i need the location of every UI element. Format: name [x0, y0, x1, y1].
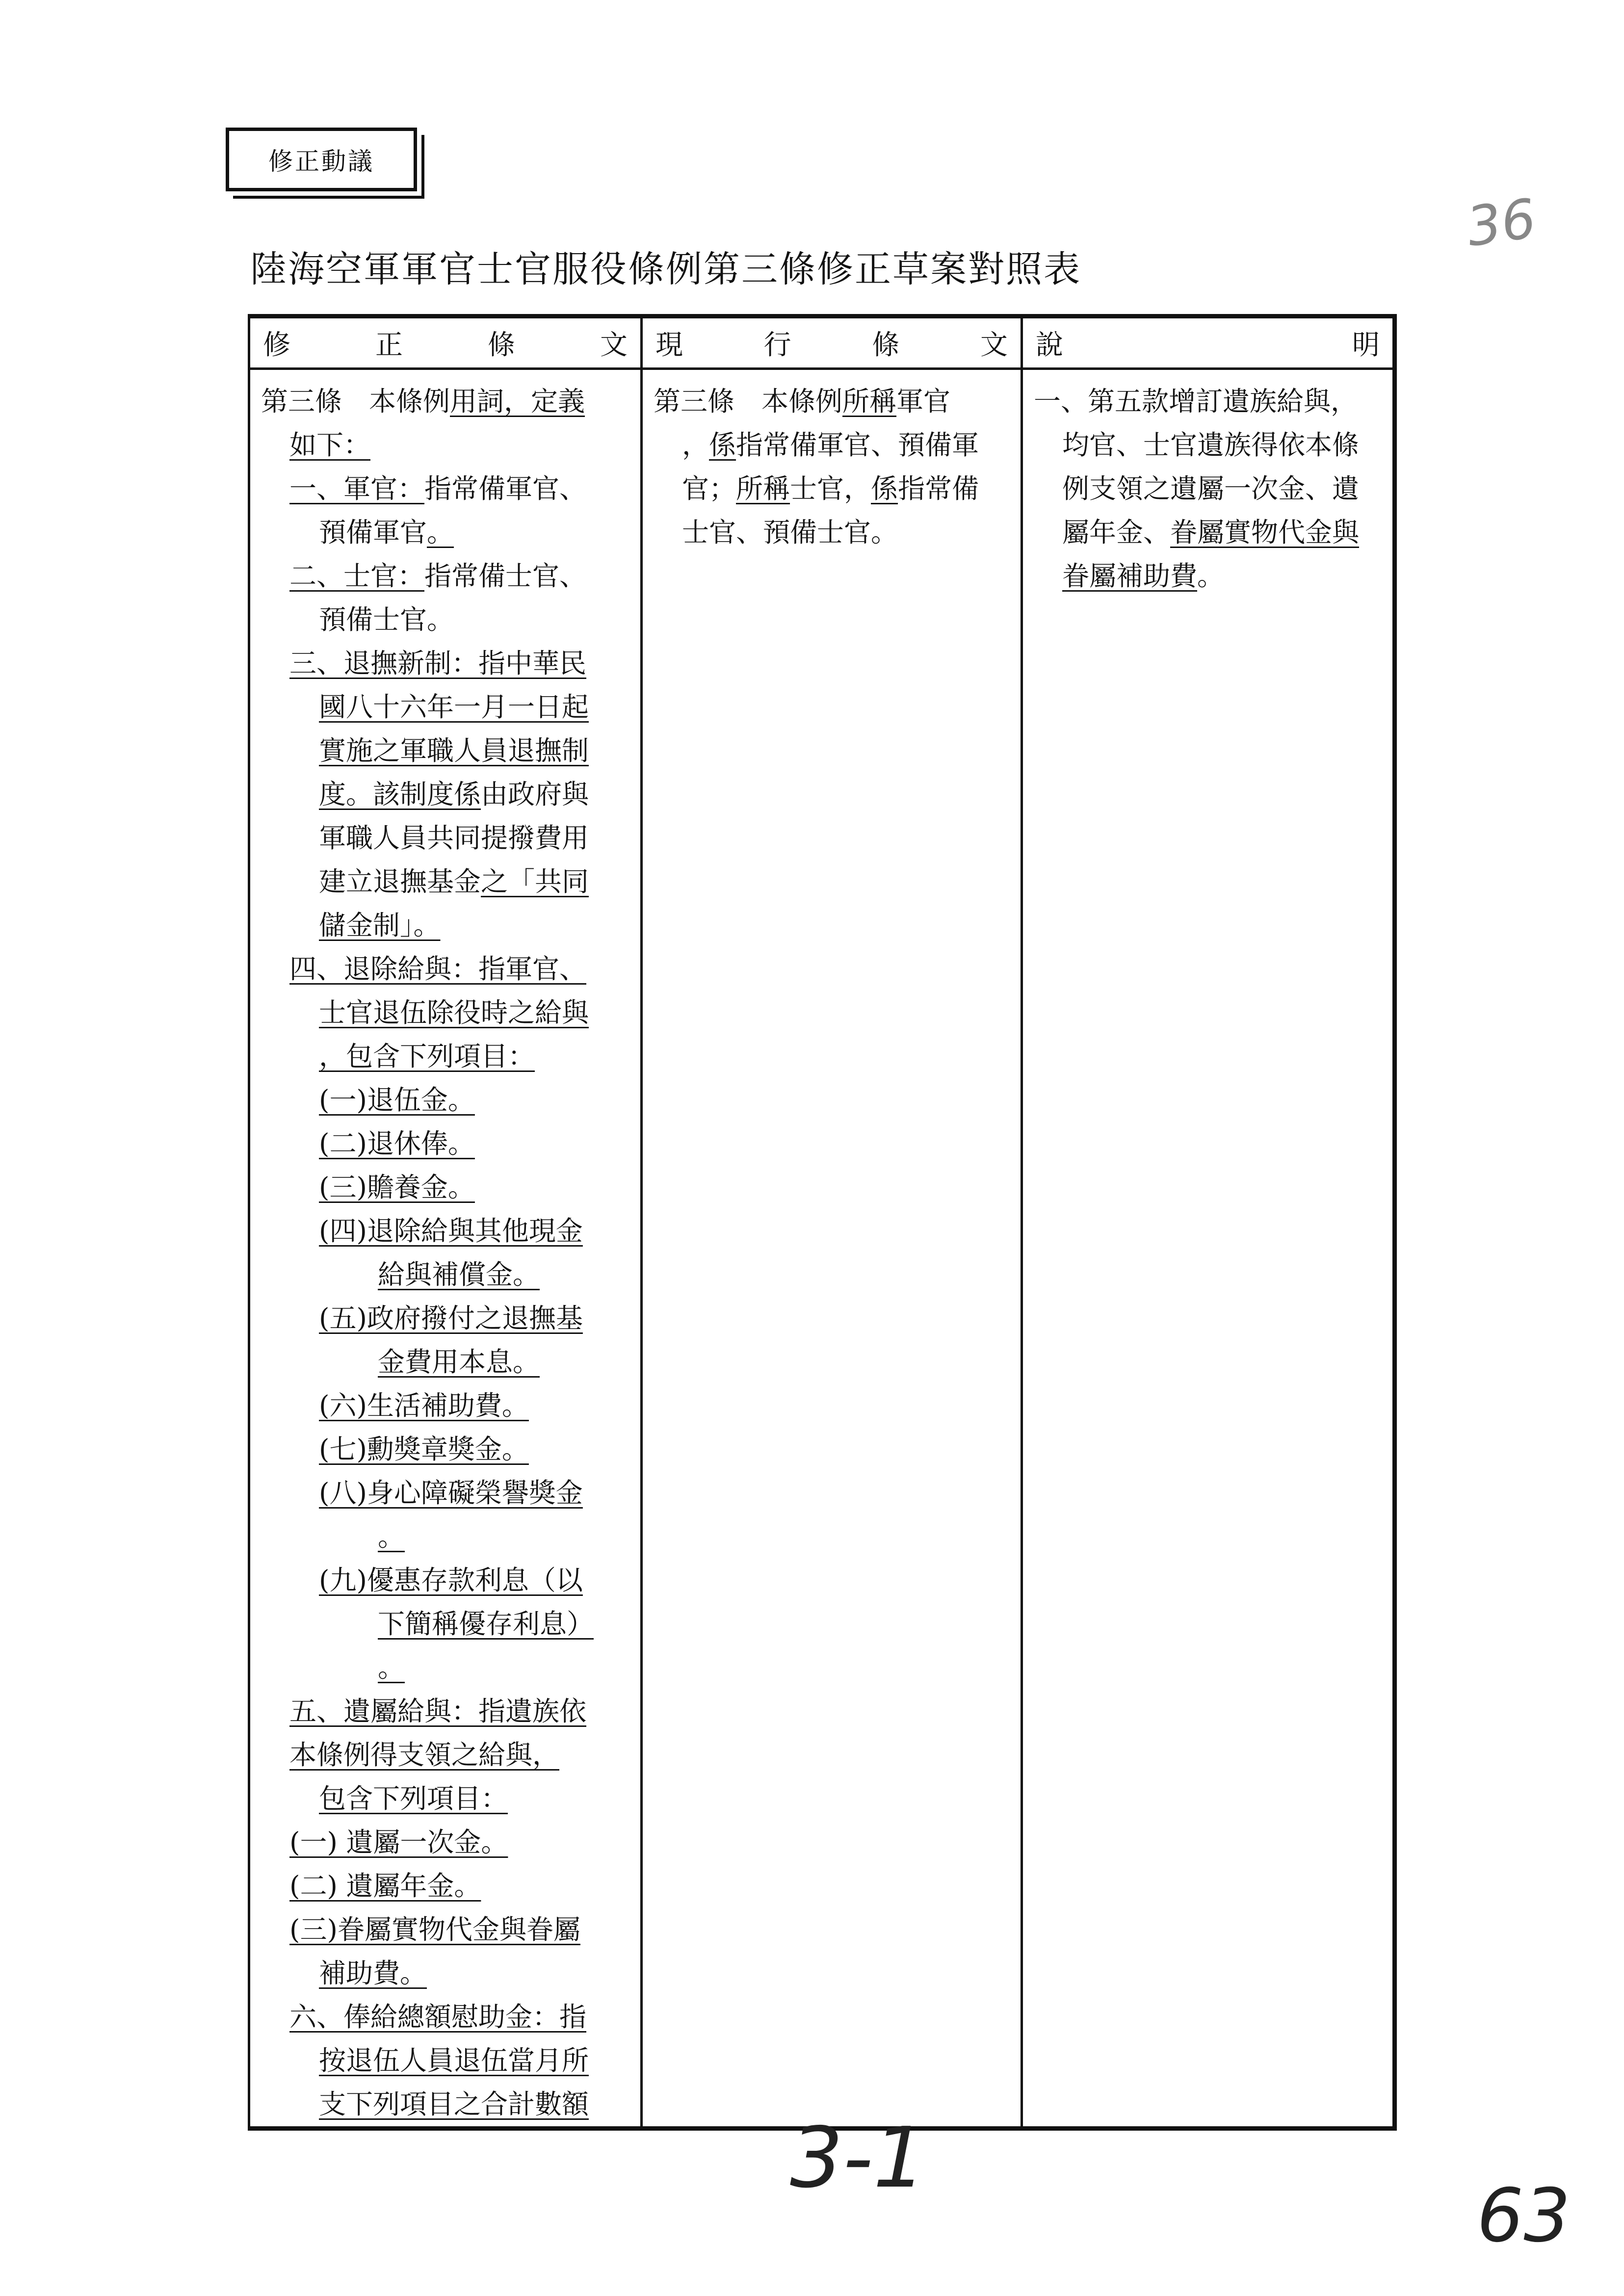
text-segment: 預備軍官: [319, 517, 427, 548]
amended-text-segment: ，包含下列項目：: [319, 1041, 535, 1072]
text-segment: 指常備士官、: [424, 560, 587, 592]
text-line: [261, 467, 629, 511]
amended-text-segment: (一)退伍金。: [319, 1084, 475, 1116]
text-segment: 指常備軍官、預備軍: [736, 429, 979, 461]
text-line: [654, 380, 1010, 423]
header-current-text: [642, 316, 1022, 369]
amended-text-segment: 二、士官：: [289, 560, 425, 592]
text-line: [261, 1908, 629, 1952]
handwritten-number-corner: 63: [1477, 2173, 1571, 2259]
amended-text-segment: 。: [378, 1521, 405, 1552]
text-line: [261, 860, 629, 904]
header-explanation: [1022, 316, 1395, 369]
header-char: 修: [263, 329, 290, 361]
text-segment: 官；: [682, 473, 736, 504]
amended-text-segment: (二) 遺屬年金。: [289, 1870, 481, 1902]
amended-text-segment: 用詞，定義: [450, 386, 585, 417]
text-line: [1034, 467, 1382, 511]
text-segment: 均官、士官遺族得依本條: [1062, 429, 1360, 461]
header-char: 正: [375, 329, 403, 361]
amended-text-segment: (三)贍養金。: [319, 1172, 475, 1203]
text-line: [1034, 423, 1382, 467]
text-line: [261, 2039, 629, 2083]
text-line: [261, 1559, 629, 1602]
text-line: [261, 1428, 629, 1471]
text-line: [654, 511, 1010, 554]
text-line: [261, 423, 629, 467]
text-line: [261, 380, 629, 423]
amended-text-segment: (五)政府撥付之退撫基: [319, 1303, 583, 1334]
text-line: [261, 816, 629, 860]
text-line: [1034, 380, 1382, 423]
handwritten-number-top: 36: [1463, 186, 1540, 259]
text-line: [261, 729, 629, 773]
text-line: [261, 642, 629, 685]
header-char: 行: [763, 329, 791, 361]
text-line: [261, 1078, 629, 1122]
text-segment: 指常備: [898, 473, 979, 504]
amended-text-segment: 所稱: [736, 473, 790, 504]
amended-text-segment: 六、俸給總額慰助金：指: [289, 2001, 587, 2033]
amended-text-segment: 本條例得支領之給與，: [289, 1739, 560, 1771]
header-char: 文: [600, 329, 628, 361]
text-line: [261, 1602, 629, 1646]
text-segment: 第三條 本條例: [261, 386, 450, 417]
text-line: [261, 1733, 629, 1777]
text-line: [261, 1297, 629, 1340]
amended-text-segment: (四)退除給與其他現金: [319, 1215, 583, 1247]
amended-text-segment: 儲金制」。: [319, 910, 441, 941]
text-line: [261, 1166, 629, 1209]
amended-text-segment: 實施之軍職人員退撫制: [319, 735, 589, 766]
text-line: [261, 511, 629, 554]
amended-text-segment: 所稱: [842, 386, 897, 417]
text-line: [261, 1995, 629, 2039]
text-segment: 第三條 本條例: [654, 386, 843, 417]
amended-text-segment: 一、軍官：: [289, 473, 425, 504]
comparison-table: [248, 314, 1397, 2131]
text-line: [261, 1646, 629, 1690]
amended-text-segment: 金費用本息。: [378, 1346, 540, 1378]
amended-text-segment: 度。該制度係: [319, 779, 481, 810]
text-line: [1034, 554, 1382, 598]
text-line: [261, 685, 629, 729]
text-line: [261, 1952, 629, 1995]
text-line: [261, 904, 629, 947]
amended-text-segment: 補助費。: [319, 1957, 427, 1989]
text-line: [261, 1864, 629, 1908]
amended-text-segment: 。: [378, 1652, 405, 1683]
amended-text-segment: 眷屬補助費: [1062, 560, 1198, 592]
amended-text-segment: 之「共同: [481, 866, 589, 897]
text-line: [261, 773, 629, 816]
text-line: [261, 1122, 629, 1166]
amended-text-segment: (七)勳獎章獎金。: [319, 1434, 529, 1465]
text-segment: 軍職人員共同提撥費用: [319, 822, 589, 854]
amended-text-segment: 三、退撫新制：指中華民: [289, 648, 587, 679]
amended-text-segment: 支下列項目之合計數額: [319, 2088, 589, 2120]
text-line: [261, 1515, 629, 1559]
amended-text-segment: (一) 遺屬一次金。: [289, 1826, 508, 1858]
text-line: [261, 1253, 629, 1297]
header-char: 現: [655, 329, 683, 361]
text-segment: 例支領之遺屬一次金、遺: [1062, 473, 1360, 504]
text-segment: 士官、預備士官。: [682, 517, 898, 548]
amended-text-segment: 按退伍人員退伍當月所: [319, 2045, 589, 2076]
amended-text-segment: 包含下列項目：: [319, 1783, 508, 1814]
amended-text-segment: 士官退伍除役時之給與: [319, 997, 589, 1028]
amended-text-segment: 下簡稱優存利息）: [378, 1608, 594, 1640]
text-line: [261, 1821, 629, 1864]
amended-text-segment: (二)退休俸。: [319, 1128, 475, 1159]
text-segment: 。: [1197, 560, 1225, 592]
amended-text-segment: 係: [871, 473, 898, 504]
text-line: [654, 423, 1010, 467]
text-line: [261, 991, 629, 1035]
header-char: 條: [488, 329, 515, 361]
text-line: [261, 2083, 629, 2126]
text-line: [654, 467, 1010, 511]
amended-text-segment: (八)身心障礙榮譽獎金: [319, 1477, 583, 1509]
text-line: [261, 1777, 629, 1821]
amended-article-cell: [249, 369, 642, 2129]
amended-text-segment: (六)生活補助費。: [319, 1390, 529, 1421]
header-char: 說: [1036, 329, 1063, 361]
text-segment: 由政府與: [481, 779, 589, 810]
explanation-cell: [1022, 369, 1395, 2129]
text-line: [1034, 511, 1382, 554]
text-line: [261, 554, 629, 598]
text-segment: 一、第五款增訂遺族給與，: [1034, 386, 1358, 417]
amended-text-segment: 。: [427, 517, 454, 548]
amended-text-segment: (九)優惠存款利息（以: [319, 1565, 583, 1596]
text-line: [261, 598, 629, 642]
text-line: [261, 1471, 629, 1515]
text-segment: 指常備軍官、: [424, 473, 587, 504]
text-line: [261, 1384, 629, 1428]
text-line: [261, 1209, 629, 1253]
header-char: 文: [980, 329, 1008, 361]
text-segment: ，: [682, 429, 709, 461]
amended-text-segment: 如下：: [289, 429, 371, 461]
text-segment: 屬年金、: [1062, 517, 1171, 548]
amended-text-segment: 係: [709, 429, 736, 461]
amended-text-segment: (三)眷屬實物代金與眷屬: [289, 1914, 580, 1945]
header-char: 條: [872, 329, 900, 361]
text-segment: 建立退撫基金: [319, 866, 481, 897]
text-segment: 預備士官。: [319, 604, 454, 635]
text-segment: 軍官: [896, 386, 951, 417]
amended-text-segment: 眷屬實物代金與: [1170, 517, 1360, 548]
table-header-row: [249, 316, 1395, 369]
table-body-row: [249, 369, 1395, 2129]
document-title: 陸海空軍軍官士官服役條例第三條修正草案對照表: [250, 248, 1081, 290]
current-article-cell: [642, 369, 1022, 2129]
header-amended-text: [249, 316, 642, 369]
header-char: 明: [1352, 329, 1380, 361]
amended-text-segment: 國八十六年一月一日起: [319, 691, 589, 723]
text-line: [261, 1035, 629, 1078]
text-line: [261, 947, 629, 991]
handwritten-page-mark: 3-1: [790, 2110, 926, 2207]
text-segment: 士官，: [790, 473, 871, 504]
amended-text-segment: 給與補償金。: [378, 1259, 540, 1290]
amendment-motion-stamp: 修正動議: [226, 128, 417, 191]
text-line: [261, 1690, 629, 1733]
amended-text-segment: 五、遺屬給與：指遺族依: [289, 1696, 587, 1727]
amended-text-segment: 四、退除給與：指軍官、: [289, 953, 587, 985]
text-line: [261, 1340, 629, 1384]
